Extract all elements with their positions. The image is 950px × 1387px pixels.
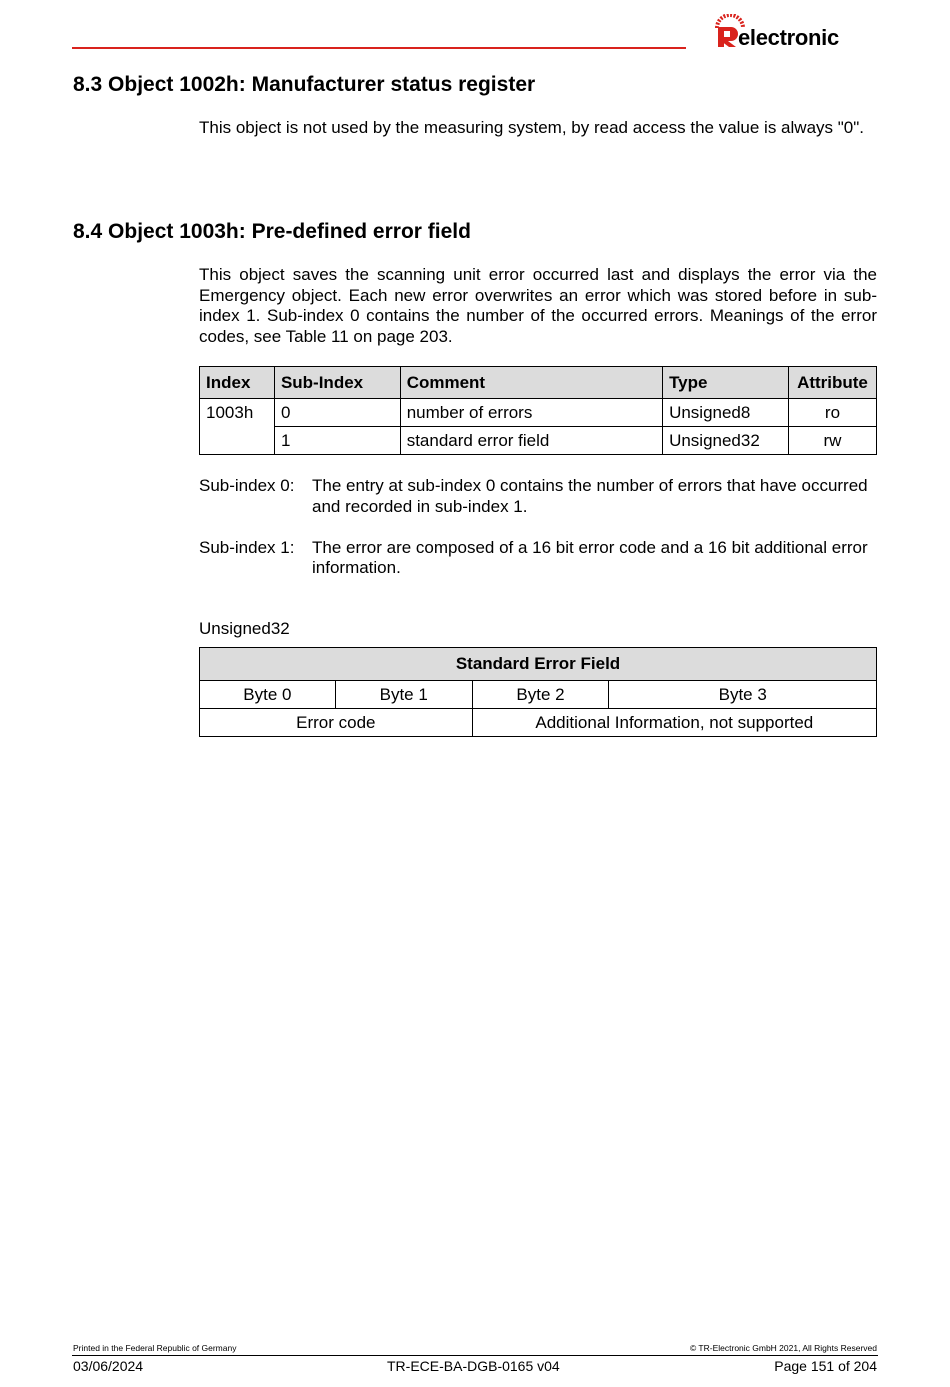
logo-wordmark: electronic <box>738 25 839 50</box>
sub-index-definitions <box>199 476 877 599</box>
company-logo <box>714 14 874 50</box>
section-8-3-heading: 8.3 Object 1002h: Manufacturer status register <box>73 73 536 96</box>
col-header-index: Index <box>200 367 275 399</box>
byte-cell: Byte 3 <box>609 681 877 709</box>
definition-item <box>199 538 877 579</box>
table-row <box>200 709 877 737</box>
comment-cell: number of errors <box>400 399 662 427</box>
sub-index-cell: 1 <box>274 427 400 455</box>
col-header-sub-index: Sub-Index <box>274 367 400 399</box>
table-row <box>200 427 877 455</box>
type-label: Unsigned32 <box>199 619 290 638</box>
type-cell: Unsigned32 <box>663 427 789 455</box>
section-8-3-text: This object is not used by the measuring system, by read access the value is always "0". <box>199 118 864 137</box>
footer-date: 03/06/2024 <box>73 1358 144 1374</box>
comment-cell: standard error field <box>400 427 662 455</box>
table-header-row <box>200 648 877 681</box>
section-8-4-heading: 8.4 Object 1003h: Pre-defined error field <box>73 220 471 243</box>
table-header-row <box>200 367 877 399</box>
footer-page-number: Page 151 of 204 <box>774 1358 877 1374</box>
col-header-type: Type <box>663 367 789 399</box>
standard-error-field-table <box>199 647 877 737</box>
byte-cell: Byte 2 <box>472 681 609 709</box>
type-cell: Unsigned8 <box>663 399 789 427</box>
section-8-4-text: This object saves the scanning unit error occurred last and displays the error via the Emergency object. Each new error overwrites an error which was stored before in sub-index 1. Sub-index 0 contains the number of the occurred errors. Meanings of the error codes, see Table 11 on page 203. <box>199 265 877 346</box>
footer-copyright: © TR-Electronic GmbH 2021, All Rights Reserved <box>689 1343 877 1353</box>
definition-term: Sub-index 1: <box>199 537 295 557</box>
additional-info-cell: Additional Information, not supported <box>472 709 876 737</box>
col-header-comment: Comment <box>400 367 662 399</box>
header-rule <box>72 47 686 49</box>
definition-desc: The entry at sub-index 0 contains the number of errors that have occurred and recorded in sub-index 1. <box>312 476 868 516</box>
object-1003h-table <box>199 366 877 455</box>
definition-term: Sub-index 0: <box>199 476 295 495</box>
sub-index-cell: 0 <box>274 399 400 427</box>
error-field-title: Standard Error Field <box>200 648 877 681</box>
attribute-cell: ro <box>788 399 876 427</box>
index-cell: 1003h <box>200 399 275 455</box>
table-row <box>200 399 877 427</box>
footer-doc-id: TR-ECE-BA-DGB-0165 v04 <box>387 1358 560 1374</box>
definition-desc: The error are composed of a 16 bit error code and a 16 bit additional error information. <box>312 537 868 577</box>
error-code-cell: Error code <box>200 709 473 737</box>
footer-printed: Printed in the Federal Republic of Germany <box>73 1343 237 1353</box>
definition-item <box>199 476 877 517</box>
attribute-cell: rw <box>788 427 876 455</box>
byte-cell: Byte 1 <box>335 681 472 709</box>
footer-rule <box>72 1355 878 1356</box>
col-header-attribute: Attribute <box>788 367 876 399</box>
table-row <box>200 681 877 709</box>
byte-cell: Byte 0 <box>200 681 336 709</box>
